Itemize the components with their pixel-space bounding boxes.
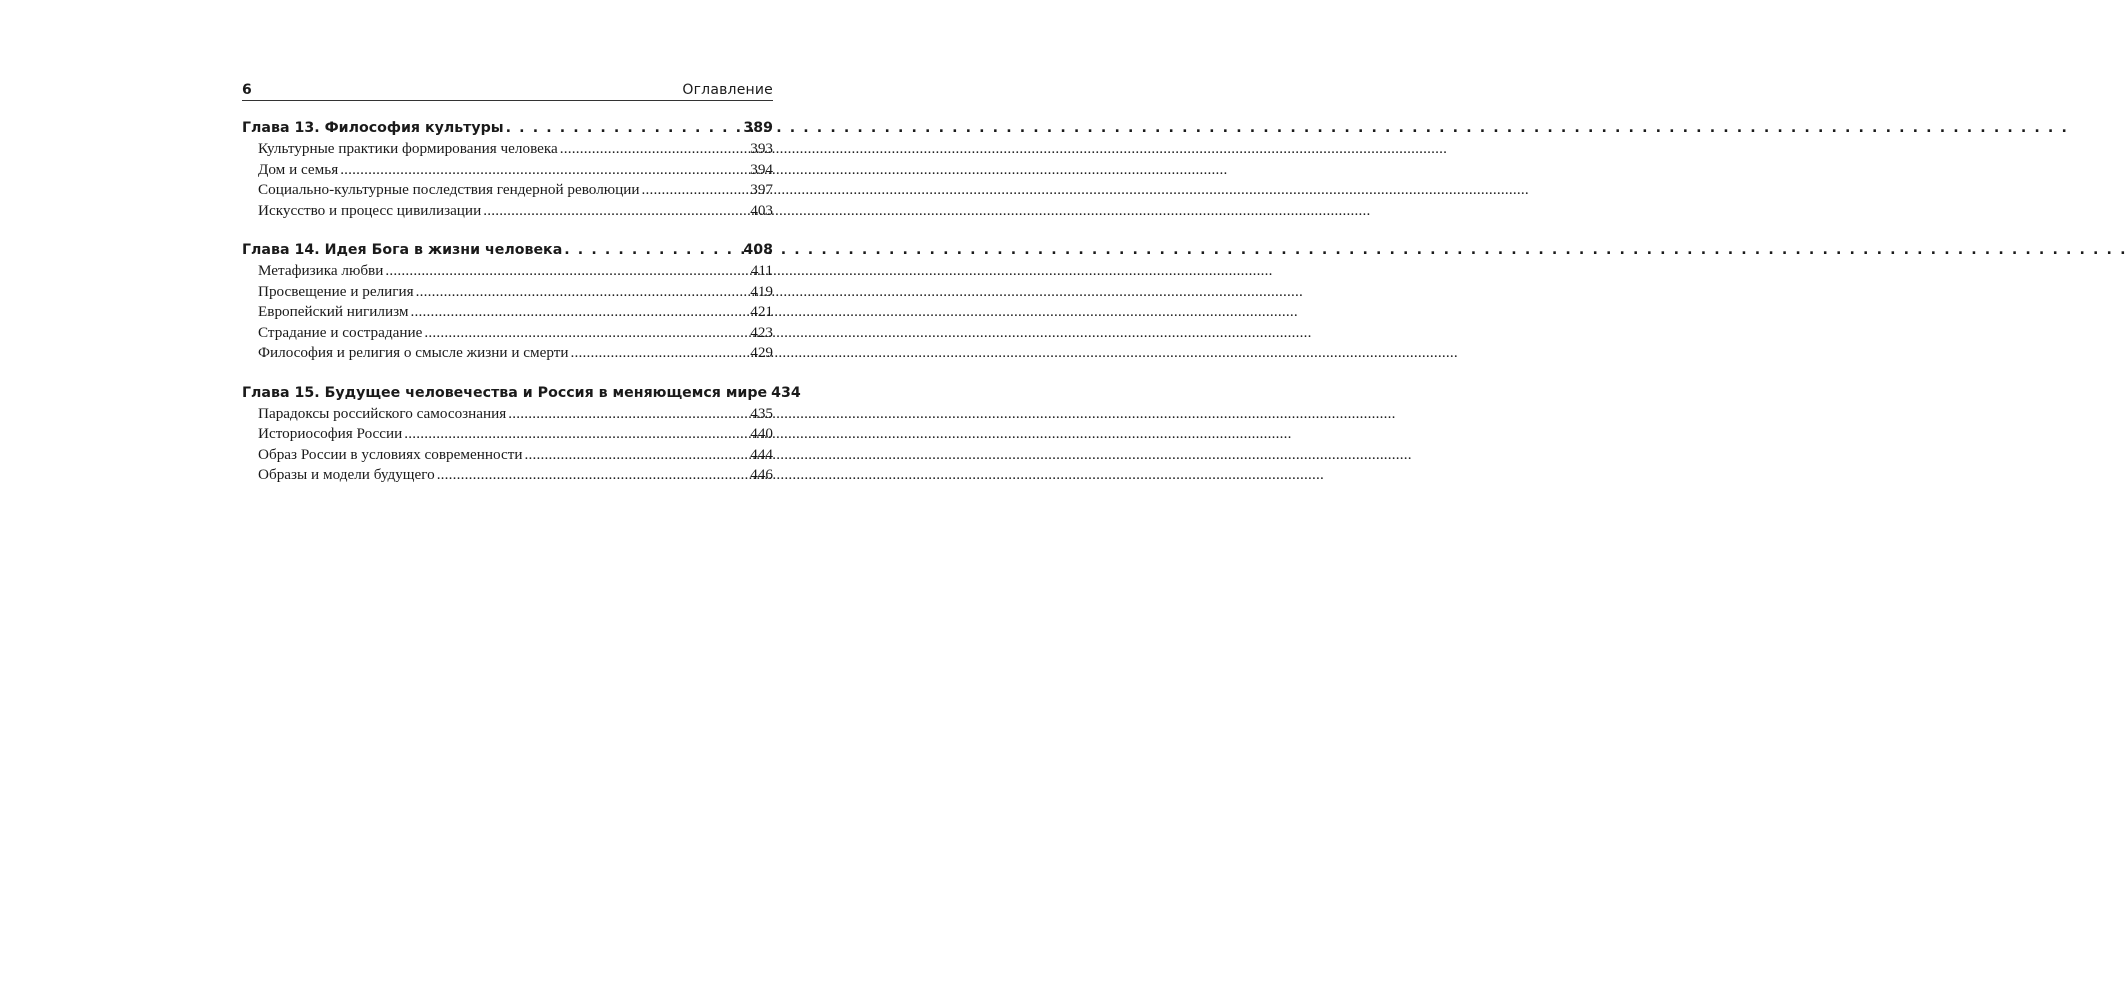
dot-leader [424,323,748,344]
section-page: 403 [750,201,773,219]
chapter-heading[interactable] [242,117,773,139]
section-page: 435 [750,404,773,422]
toc-entry[interactable] [242,465,773,486]
table-of-contents [242,117,801,486]
toc-entry[interactable] [242,445,773,466]
chapter-title: Глава 13. Философия культуры [242,120,504,136]
running-head [242,72,773,101]
dot-leader [483,201,748,222]
dot-leader [642,180,749,201]
section-title: Философия и религия о смысле жизни и смерти [258,344,569,361]
dot-leader [524,445,748,466]
chapter-title: Глава 14. Идея Бога в жизни человека [242,242,563,258]
section-title: Страдание и сострадание [258,323,423,341]
chapter-title: Глава 15. Будущее человечества и Россия в меняющемся мире [242,384,768,401]
chapter-page: 434 [771,384,801,401]
dot-leader [411,302,749,323]
toc-entry[interactable] [242,201,773,222]
chapter-15 [242,382,801,486]
dot-leader [506,117,738,139]
section-title: Европейский нигилизм [258,303,409,320]
chapter-page: 408 [743,242,773,258]
page-number: 6 [242,82,252,98]
chapter-heading[interactable] [242,382,801,404]
section-page: 429 [750,344,773,361]
book-page [242,72,801,504]
section-page: 419 [750,282,773,300]
section-page: 444 [750,445,773,463]
section-page: 446 [750,466,773,483]
section-title: Дом и семья [258,160,339,178]
dot-leader [571,343,749,364]
dot-leader [404,424,748,445]
section-page: 394 [750,160,773,178]
chapter-heading[interactable] [242,239,773,261]
toc-entry[interactable] [242,139,773,160]
toc-entry[interactable] [242,160,773,181]
toc-entry[interactable] [242,404,773,425]
chapter-page: 389 [743,120,773,136]
toc-entry[interactable] [242,424,773,445]
toc-entry[interactable] [242,282,773,303]
dot-leader [437,465,749,486]
section-page: 411 [750,262,773,279]
section-title: Образ России в условиях современности [258,445,523,463]
toc-entry[interactable] [242,180,773,201]
section-page: 423 [750,323,773,341]
dot-leader [560,139,748,160]
section-title: Историософия России [258,425,403,442]
section-title: Социально-культурные последствия гендерной революции [258,181,640,198]
dot-leader [508,404,748,425]
chapter-14 [242,239,773,364]
section-title: Просвещение и религия [258,282,414,300]
section-page: 440 [750,425,773,442]
section-title: Парадоксы российского самосознания [258,404,507,422]
section-title: Культурные практики формирования человека [258,140,558,157]
toc-entry[interactable] [242,343,773,364]
running-title: Оглавление [682,82,773,98]
section-title: Образы и модели будущего [258,466,435,483]
dot-leader [416,282,749,303]
section-title: Искусство и процесс цивилизации [258,201,482,219]
section-page: 421 [750,303,773,320]
chapter-13 [242,117,773,221]
toc-entry[interactable] [242,323,773,344]
dot-leader [564,239,737,261]
section-page: 393 [750,140,773,157]
toc-entry[interactable] [242,261,773,282]
toc-entry[interactable] [242,302,773,323]
section-title: Метафизика любви [258,262,384,279]
section-page: 397 [750,181,773,198]
dot-leader [340,160,748,181]
dot-leader [385,261,748,282]
